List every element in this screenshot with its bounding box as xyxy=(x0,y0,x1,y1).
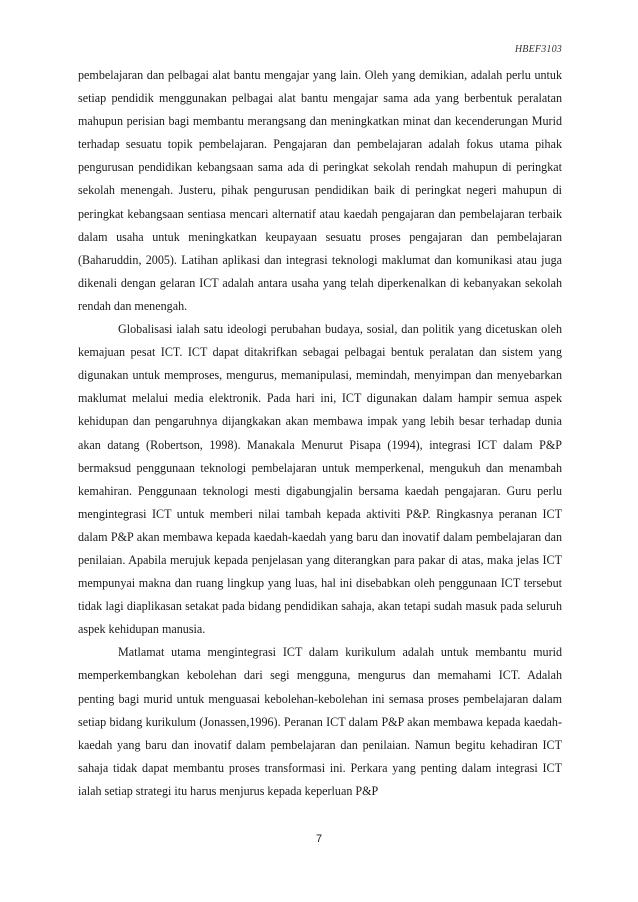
page-number: 7 xyxy=(315,833,323,845)
course-code-header: HBEF3103 xyxy=(514,44,562,55)
paragraph-2: Globalisasi ialah satu ideologi perubahan budaya, sosial, dan politik yang dicetuskan oleh kemajuan pesat ICT. ICT dapat ditakrifkan sebagai pelbagai bentuk peralatan dan sistem yang digunakan untuk memproses, mengurus, memanipulasi, memindah, menyimpan dan menyebarkan maklumat melalui media elektronik. Pada hari ini, ICT digunakan dalam hampir semua aspek kehidupan dan pengaruhnya dijangkakan akan membawa impak yang lebih besar terhadap dunia akan datang (Robertson, 1998). Manakala Menurut Pisapa (1994), integrasi ICT dalam P&P bermaksud penggunaan teknologi pembelajaran untuk memperkenal, mengukuh dan menambah kemahiran. Penggunaan teknologi mesti digabungjalin bersama kaedah pengajaran. Guru perlu mengintegrasi ICT untuk memberi nilai tambah kepada aktiviti P&P. Ringkasnya peranan ICT dalam P&P akan membawa kepada kaedah-kaedah yang baru dan inovatif dalam pembelajaran dan penilaian. Apabila merujuk kepada penjelasan yang diterangkan para pakar di atas, maka jelas ICT mempunyai makna dan ruang lingkup yang luas, hal ini disebabkan oleh penggunaan ICT tersebut tidak lagi diaplikasan setakat pada bidang pendidikan sahaja, akan tetapi sudah masuk pada seluruh aspek kehidupan manusia. xyxy=(78,322,562,637)
paragraph-1: pembelajaran dan pelbagai alat bantu mengajar yang lain. Oleh yang demikian, adalah perlu untuk setiap pendidik menggunakan pelbagai alat bantu mengajar sama ada yang berbentuk peralatan mahupun perisian bagi membantu merangsang dan meningkatkan minat dan kecenderungan Murid terhadap sesuatu topik pembelajaran. Pengajaran dan pembelajaran adalah fokus utama pihak pengurusan pendidikan kebangsaan sama ada di peringkat sekolah rendah mahupun di peringkat sekolah menengah. Justeru, pihak pengurusan pendidikan baik di peringkat negeri mahupun di peringkat kebangsaan sentiasa mencari alternatif atau kaedah pengajaran dan pembelajaran terbaik dalam usaha untuk meningkatkan keupayaan sesuatu proses pengajaran dan pembelajaran (Baharuddin, 2005). Latihan aplikasi dan integrasi teknologi maklumat dan komunikasi atau juga dikenali dengan gelaran ICT adalah antara usaha yang telah diperkenalkan di kebanyakan sekolah rendah dan menengah. xyxy=(78,68,562,313)
paragraph-3: Matlamat utama mengintegrasi ICT dalam kurikulum adalah untuk membantu murid memperkembangkan kebolehan dari segi mengguna, mengurus dan memahami ICT. Adalah penting bagi murid untuk menguasai kebolehan-kebolehan ini semasa proses pembelajaran dalam setiap bidang kurikulum (Jonassen,1996). Peranan ICT dalam P&P akan membawa kepada kaedah-kaedah yang baru dan inovatif dalam pembelajaran dan penilaian. Namun begitu kehadiran ICT sahaja tidak dapat membantu proses transformasi ini. Perkara yang penting dalam integrasi ICT ialah setiap strategi itu harus menjurus kepada keperluan P&P xyxy=(78,645,562,798)
body-text xyxy=(78,64,562,803)
